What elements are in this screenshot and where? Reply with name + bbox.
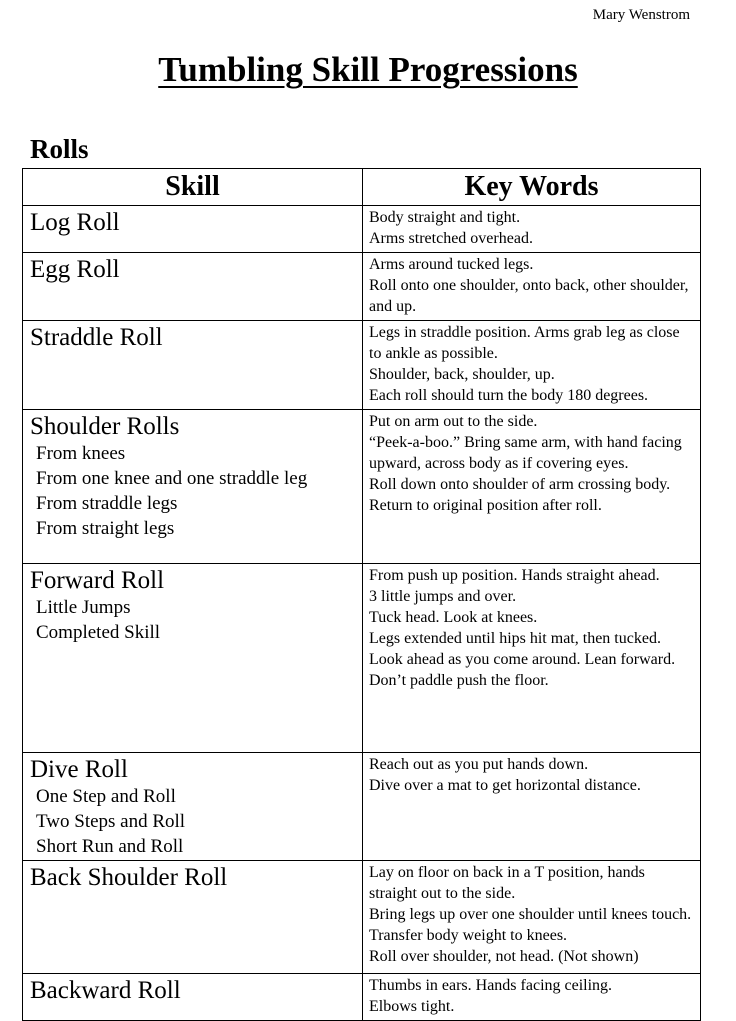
skill-variations — [30, 784, 356, 859]
skill-name-backward-roll: Backward Roll — [30, 977, 181, 1004]
skill-variation: Two Steps and Roll — [36, 811, 186, 832]
key-word-line: Dive over a mat to get horizontal distance. — [369, 777, 641, 794]
key-word-line: Bring legs up over one shoulder until knees touch. Transfer body weight to knees. — [369, 906, 692, 944]
page-title-wrapper — [0, 50, 736, 90]
key-word-line: Don’t paddle push the floor. — [369, 672, 549, 689]
column-header-key-words: Key Words — [363, 169, 701, 206]
section-title: Rolls — [30, 134, 89, 164]
skill-variation: From knees — [36, 443, 126, 464]
key-word-line: Lay on floor on back in a T position, hands straight out to the side. — [369, 864, 645, 902]
skill-variation: From straddle legs — [36, 493, 178, 514]
skill-variations — [30, 595, 356, 645]
author-name: Mary Wenstrom — [592, 7, 690, 23]
key-word-line: “Peek-a-boo.” Bring same arm, with hand facing upward, across body as if covering eyes. — [369, 434, 682, 472]
key-word-line: Tuck head. Look at knees. — [369, 609, 538, 626]
table-row — [23, 410, 701, 564]
key-words-cell — [363, 861, 701, 974]
skill-name-log-roll: Log Roll — [30, 209, 120, 236]
table-row — [23, 861, 701, 974]
table-row — [23, 321, 701, 410]
skill-name-straddle-roll: Straddle Roll — [30, 324, 163, 351]
skill-cell — [23, 861, 363, 974]
key-words-cell — [363, 253, 701, 321]
key-word-line: Roll onto one shoulder, onto back, other shoulder, and up. — [369, 277, 689, 315]
table-body — [23, 206, 701, 1021]
key-word-line: Elbows tight. — [369, 998, 455, 1015]
key-word-line: Roll over shoulder, not head. (Not shown) — [369, 948, 639, 965]
key-word-line: Each roll should turn the body 180 degrees. — [369, 387, 649, 404]
skill-cell — [23, 410, 363, 564]
key-word-line: Shoulder, back, shoulder, up. — [369, 366, 555, 383]
key-words-cell — [363, 753, 701, 861]
skill-cell — [23, 753, 363, 861]
table-row — [23, 753, 701, 861]
skill-variation: From one knee and one straddle leg — [36, 468, 308, 489]
skills-table — [22, 168, 701, 1021]
skill-cell — [23, 974, 363, 1021]
skill-cell — [23, 206, 363, 253]
skill-variation: One Step and Roll — [36, 786, 176, 807]
table-header-row — [23, 169, 701, 206]
skill-name-back-shoulder-roll: Back Shoulder Roll — [30, 864, 228, 891]
key-word-line: Arms around tucked legs. — [369, 256, 534, 273]
key-word-line: Thumbs in ears. Hands facing ceiling. — [369, 977, 613, 994]
skill-cell — [23, 321, 363, 410]
skill-cell — [23, 253, 363, 321]
key-word-line: Roll down onto shoulder of arm crossing body. — [369, 476, 671, 493]
key-words-cell — [363, 410, 701, 564]
key-word-line: 3 little jumps and over. — [369, 588, 517, 605]
skill-name-shoulder-rolls: Shoulder Rolls — [30, 413, 180, 440]
skill-variation: Little Jumps — [36, 597, 131, 618]
key-words-cell — [363, 206, 701, 253]
table-row — [23, 253, 701, 321]
key-word-line: Legs extended until hips hit mat, then tucked. — [369, 630, 661, 647]
skill-cell — [23, 564, 363, 753]
table-row — [23, 564, 701, 753]
table-row — [23, 974, 701, 1021]
key-words-cell — [363, 974, 701, 1021]
skill-name-egg-roll: Egg Roll — [30, 256, 120, 283]
skill-variation: From straight legs — [36, 518, 175, 539]
skill-name-dive-roll: Dive Roll — [30, 756, 128, 783]
page-title: Tumbling Skill Progressions — [158, 50, 578, 89]
skill-name-forward-roll: Forward Roll — [30, 567, 165, 594]
key-word-line: Look ahead as you come around. Lean forward. — [369, 651, 676, 668]
key-words-cell — [363, 564, 701, 753]
key-word-line: Legs in straddle position. Arms grab leg as close to ankle as possible. — [369, 324, 680, 362]
skill-variations — [30, 441, 356, 541]
table-row — [23, 206, 701, 253]
key-word-line: Return to original position after roll. — [369, 497, 602, 514]
key-words-cell — [363, 321, 701, 410]
key-word-line: Reach out as you put hands down. — [369, 756, 589, 773]
skill-variation: Completed Skill — [36, 622, 161, 643]
key-word-line: Arms stretched overhead. — [369, 230, 533, 247]
column-header-skill: Skill — [23, 169, 363, 206]
key-word-line: Body straight and tight. — [369, 209, 521, 226]
skill-variation: Short Run and Roll — [36, 836, 184, 857]
key-word-line: From push up position. Hands straight ahead. — [369, 567, 660, 584]
key-word-line: Put on arm out to the side. — [369, 413, 538, 430]
